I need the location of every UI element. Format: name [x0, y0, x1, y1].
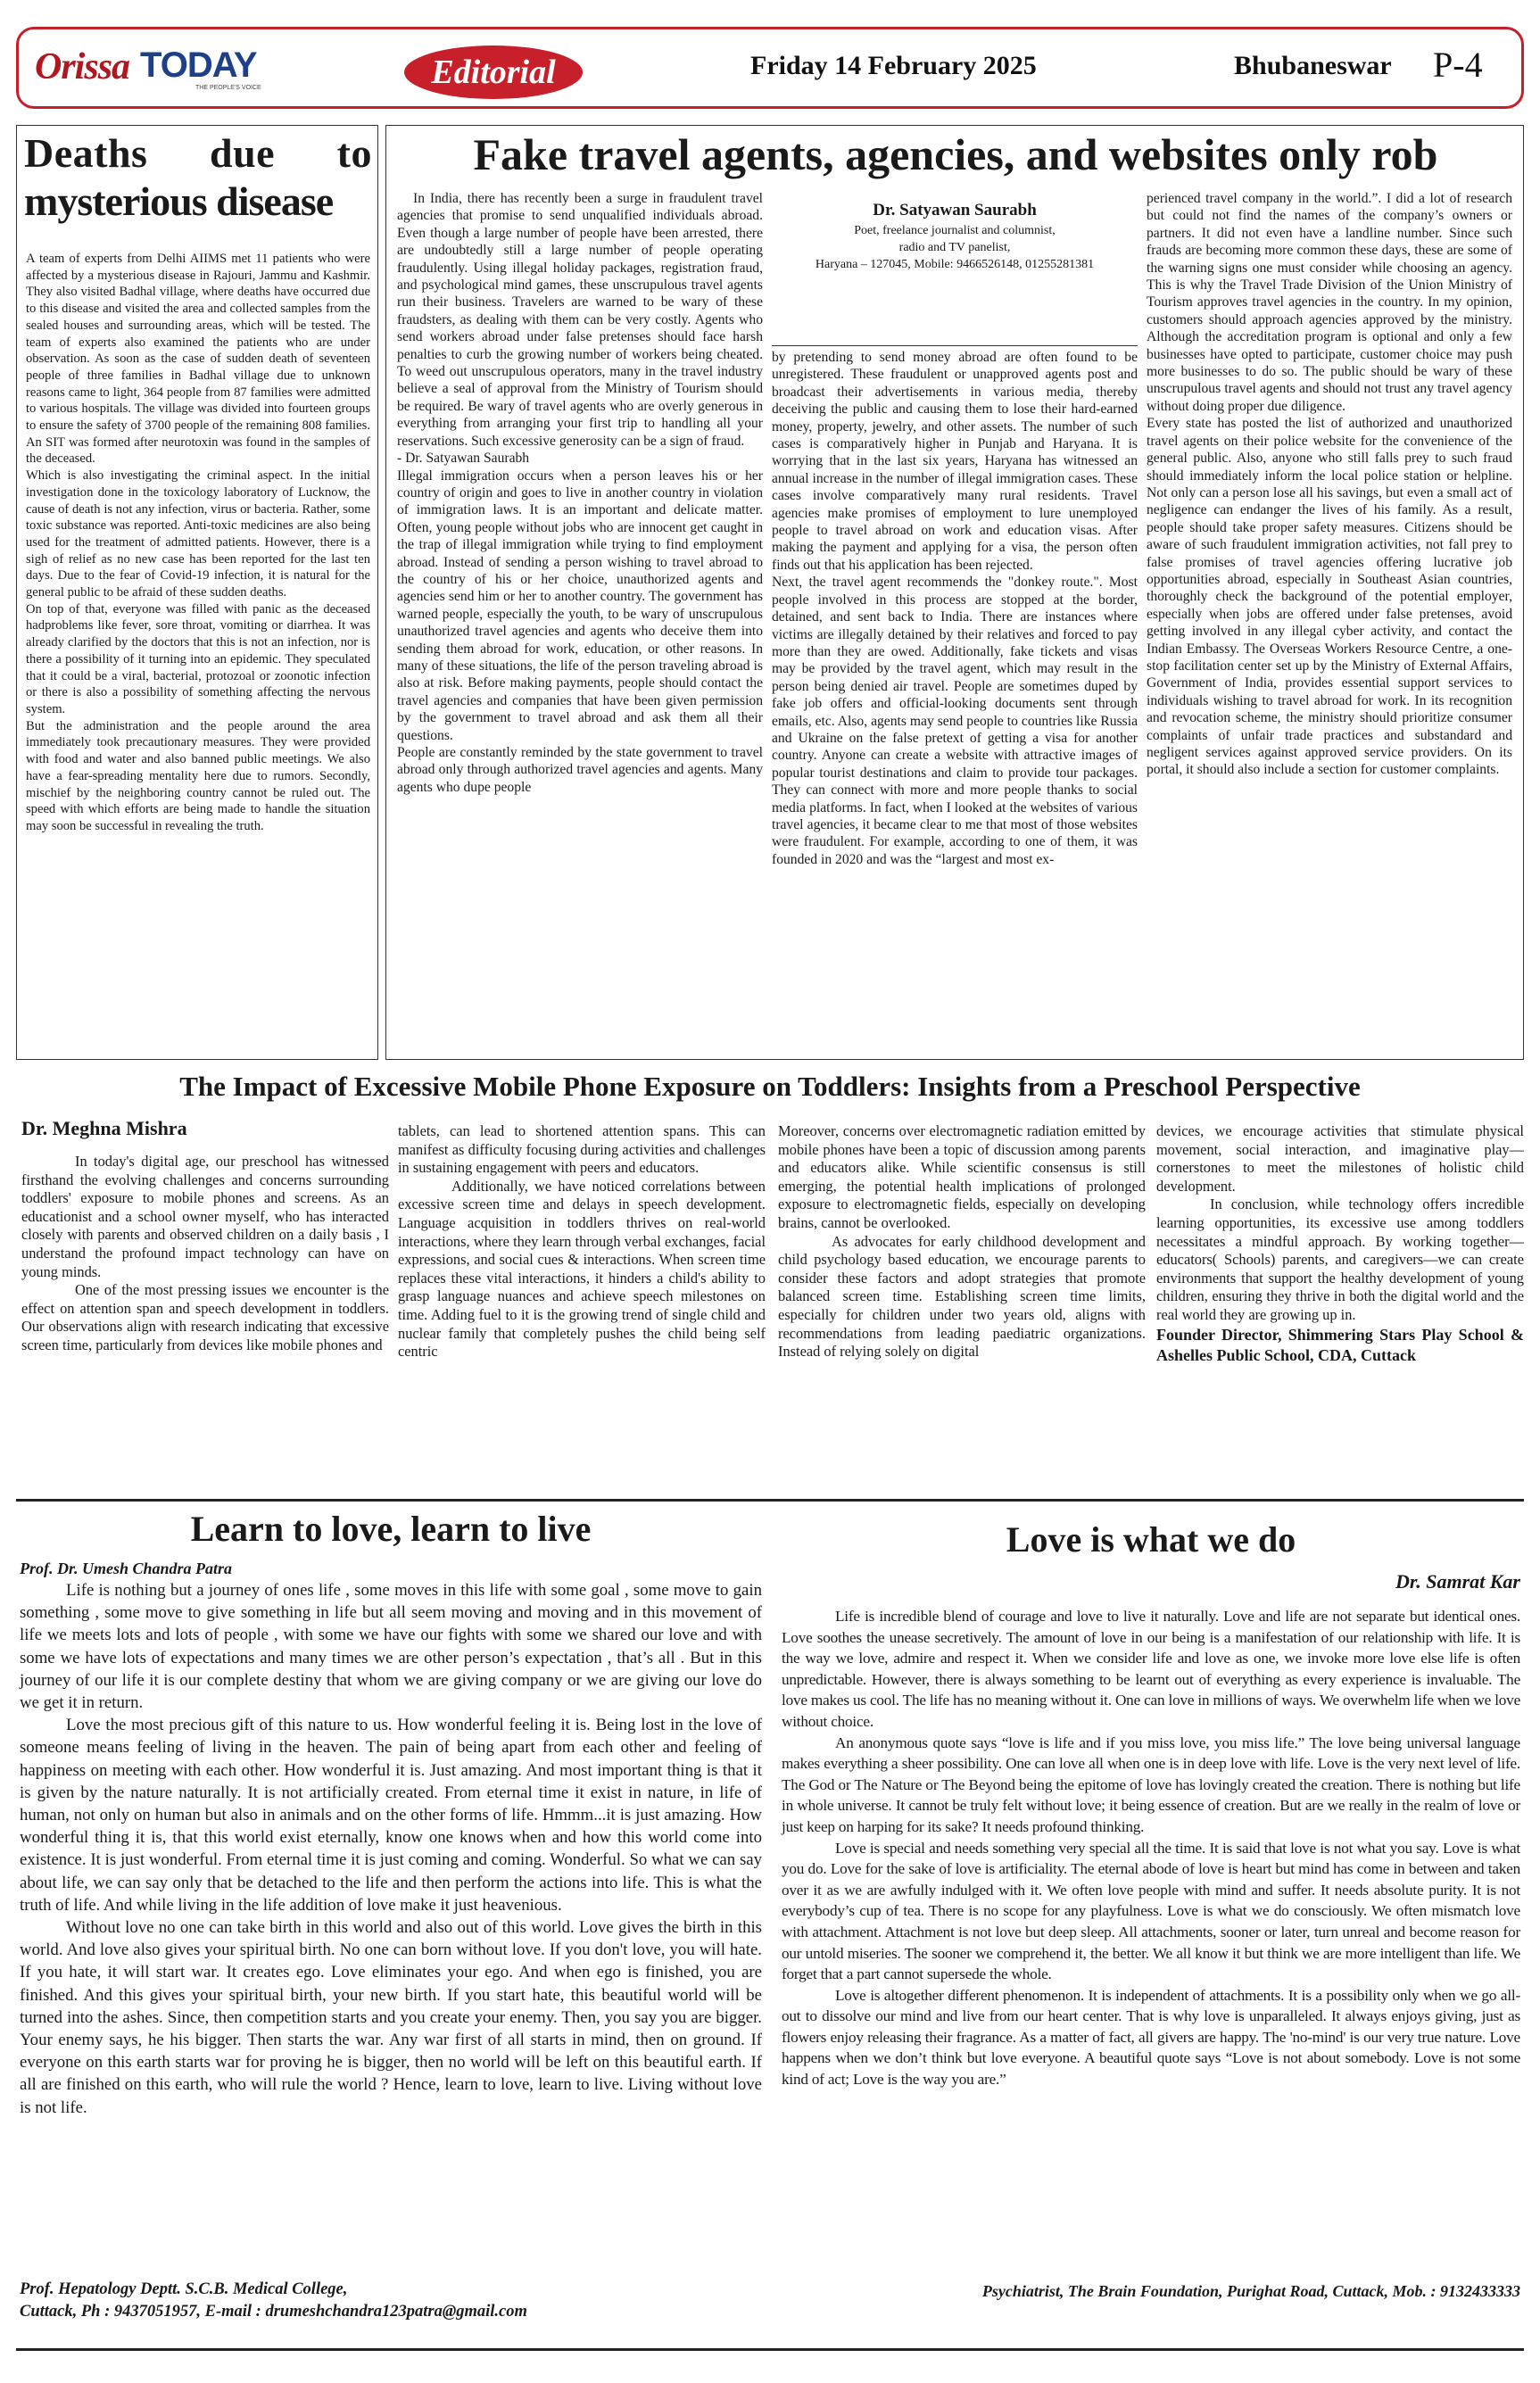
article-title: Learn to love, learn to live [190, 1509, 592, 1549]
paragraph: Next, the travel agent recommends the "donkey route.". Most people involved in this process are stopped at the border, detained, and sent back to India. There are instances where victims are illegally detained by their relatives and forced to pay more than they are owed. Additionally, fake tickets and visas may be provided by the travel agent, which may result in the person being denied air travel. People are sometimes duped by fake job offers and official-looking documents sent through emails, etc. Also, agents may send people to countries like Russia and Ukraine on the false pretext of getting a visa for another country. Anyone can create a website with attractive images of popular tourist destinations and claim to provide tour packages. They can connect with more and more people thanks to social media platforms. In fact, when I looked at the websites of various travel agencies, it became clear to me that most of those websites were fraudulent. For example, according to one of them, it was founded in 2020 and was the “largest and most ex- [772, 575, 1138, 867]
page-number: P-4 [1433, 45, 1483, 85]
paragraph: In India, there has recently been a surge in fraudulent travel agencies that promise to send unqualified individuals abroad. Even though a large number of people have been arrested, there are undoubtedly still a large number of people operating fraudulently. Using illegal holiday packages, registration fraud, and psychological mind games, these unscrupulous travel agents run their business. Travelers are warned to be wary of these fraudsters, as dealing with them can be very costly. Agents who send workers abroad under false pretenses should face harsh penalties to curb the growing number of workers being cheated. To weed out unscrupulous operators, many in the travel industry believe a seal of approval from the Ministry of Tourism should be required. Be wary of travel agents who are overly generous in everything from arranging your first trip to handling all your reservations. Such excessive generosity can be a sign of fraud. [397, 191, 763, 449]
author-affiliation: Prof. Hepatology Deptt. S.C.B. Medical College, [20, 2280, 348, 2298]
article-column-2 [772, 349, 1138, 868]
masthead [16, 27, 1524, 109]
paragraph: Life is nothing but a journey of ones life , some moves in this life with some goal , some move to gain something , some move to give something in life but all seem moving and moving and in this movement of life we meets lots and lots of people , with some we have our fights with some we shared our love and with some we have lots of expectations and many times we are other person’s expectation , that’s all . But in this journey of our life it is our complete destiny that whom we are giving company or we are giving our love do we get it in return. [20, 1581, 762, 1713]
article-body [782, 1606, 1520, 2090]
paragraph: A team of experts from Delhi AIIMS met 11 patients who were affected by a mysterious disease in Rajouri, Jammu and Kashmir. They also visited Badhal village, where deaths have occurred due to this disease and visited the area and collected samples from the sealed houses and surrounding areas, which will be tested. The team of experts also examined the patients who are under observation. As soon as the case of sudden death of seventeen people of three families in Badhal village due to unknown reasons came to light, 364 people from 87 families were admitted to various hospitals. The village was divided into fourteen groups to ensure the safety of 3700 people of the remaining 808 families. An SIT was formed after neurotoxin was found in the samples of the deceased. [26, 252, 370, 467]
paragraph: As advocates for early childhood development and child psychology based education, we encourage parents to consider these factors and adopt strategies that promote balanced screen time. Establishing screen time limits, especially for children under two years old, aligns with recommendations from leading paediatric organizations. Instead of relying solely on digital [778, 1232, 1146, 1361]
article-learn-to-love [16, 1506, 766, 2336]
paragraph: In today's digital age, our preschool has witnessed firsthand the evolving challenges and concerns surrounding toddlers' exposure to mobile phones and screens. As an educationist and a school owner myself, who has interacted closely with parents and observed children on a daily basis , I understand the profound impact technology can have on young minds. [21, 1153, 389, 1280]
paragraph: Love is special and needs something very special all the time. It is said that love is not what you say. Love is what you do. Love for the sake of love is artificiality. The eternal abode of love is heart but mind has come in between and taken over it as we are awfully indulged with it. We often love people with mind and suffer. It needs absolute purity. It is not everybody’s cup of tea. There is no scope for any playfulness. Love is what we do consciously. We often mismatch love with attachment. Attachment is not love but deep sleep. All attachments, sooner or later, turn unreal and become reason for our untold miseries. The sooner we comprehend it, the better. We all know it but think we are more intelligent than life. We forget that a part cannot supersede the whole. [782, 1839, 1520, 1983]
paragraph: Without love no one can take birth in this world and also out of this world. Love gives the birth in this world. And love also gives your spiritual birth. No one can born without love. If you don't love, you will hate. If you hate, it will start war. It creates ego. Love eliminates your ego. And when ego is finished, you are finished. And this gives your spiritual birth, your new birth. If you start hate, this beautiful world will be turned into the ashes. Since, then competition starts and you create your enemy. Then, you say you are bigger. Your enemy says, he his bigger. Then starts the war. Any war first of all starts in mind, then on ground. If everyone on this earth starts war for proving he is bigger, then no world will be left on this beautiful earth. If all are finished on this earth, who will rule the world ? Hence, learn to love, learn to live. Living without love is not life. [20, 1918, 762, 2117]
edition-city: Bhubaneswar [1234, 51, 1392, 80]
author-role: Poet, freelance journalist and columnist, [854, 224, 1056, 237]
author-credentials [20, 2279, 762, 2323]
article-column-3 [1147, 190, 1512, 779]
author-name: Dr. Satyawan Saurabh [873, 201, 1037, 219]
paragraph: Every state has posted the list of authorized and unauthorized travel agents on their police website for the convenience of the general public. Also, anyone who still falls prey to such fraud should immediately inform the local police station or helpline. Not only can a person lose all his savings, but even a small act of negligence can endanger the lives of his family. As a result, people should take proper safety measures. Citizens should be aware of such fraudulent immigration activities, not fall prey to false promises of travel agencies offering lucrative job opportunities abroad, especially in Southeast Asian countries, thoroughly check the background of the potential employer, especially when jobs are offered under false pretenses, avoid getting involved in any illegal cyber activity, and contact the Indian Embassy. The Overseas Workers Resource Centre, a one-stop facilitation center set up by the Ministry of External Affairs, Government of India, provides essential support services to individuals wishing to travel abroad for work. In its recognition and revocation scheme, the ministry should prioritize consumer complaints of unfair trade practices and substandard and negligent services against approved service providers. On its portal, it should also include a section for customer complaints. [1147, 416, 1512, 778]
page-bottom-rule [16, 2348, 1524, 2351]
article-title-line2: mysterious disease [24, 178, 334, 224]
section-badge: Editorial [404, 46, 583, 99]
author-credentials: Psychiatrist, The Brain Foundation, Purighat Road, Cuttack, Mob. : 9132433333 [981, 2282, 1520, 2300]
paragraph: perienced travel company in the world.”. I did a lot of research but could not find the names of the company’s owners or partners. It did not even have a landline number. Since such frauds are becoming more common these days, these are some of the warning signs one must consider while choosing an agency. This is why the Travel Trade Division of the Union Ministry of Tourism approves travel agencies in the country. In my opinion, customers should approach agencies approved by the ministry. Although the accreditation program is optional and only a few businesses have opted to participate, customer choice may push more businesses to do so. The public should be wary of these unscrupulous travel agents and should not trust any travel agency without doing proper due diligence. [1147, 191, 1512, 414]
author-name: Prof. Dr. Umesh Chandra Patra [20, 1560, 233, 1577]
paragraph: Illegal immigration occurs when a person leaves his or her country of origin and goes to live in another country in violation of immigration laws. It is an important and delicate matter. Often, young people without jobs who are innocent get caught in the trap of illegal immigration while trying to find employment abroad. Instead of sending a person wishing to travel abroad to the country of his or her choice, unauthorized agents and agencies send him or her to another country. The government has warned people, especially the youth, to be wary of unscrupulous unauthorized travel agencies and agents who deceive them into sending them abroad for work, education, or other reasons. In many of these situations, the life of the person traveling abroad is also at risk. Before making payments, people should contact the travel agencies and companies that have been given permission by the government to travel abroad and ask them all their questions. [397, 467, 763, 743]
paragraph: But the administration and the people around the area immediately took precautionary measures. They were provided with food and water and also banned public meetings. We also have a fear-spreading mentality here due to rumors. Secondly, mischief by the neighboring country cannot be ruled out. The speed with which efforts are being made to handle the situation may soon be successful in revealing the truth. [26, 718, 370, 833]
article-body [26, 251, 370, 835]
article-column-2 [398, 1122, 766, 1361]
article-column-4 [1156, 1122, 1524, 1366]
article-column-1 [397, 190, 763, 796]
paragraph: devices, we encourage activities that stimulate physical movement, social interaction, and imaginative play—cornerstones to meet the milestones of holistic child development. [1156, 1122, 1524, 1195]
logo-tagline: THE PEOPLE'S VOICE [195, 85, 261, 91]
author-name: Dr. Samrat Kar [1395, 1570, 1520, 1593]
author-contact: Cuttack, Ph : 9437051957, E-mail : drumeshchandra123patra@gmail.com [20, 2303, 527, 2321]
paragraph: Which is also investigating the criminal aspect. In the initial investigation done in the toxicology laboratory of Lucknow, the cause of death is not any infection, virus or bacteria. Rather, some toxic substance was reported. Anti-toxic medicines are also being used for the treatment of admitted patients. However, there is a sigh of relief as no new case has been reported for the last ten days. Due to the fear of Covid-19 infection, it is natural for the general public to be afraid of these sudden deaths. [26, 468, 370, 600]
author-signature: Founder Director, Shimmering Stars Play School & Ashelles Public School, CDA, Cuttack [1156, 1325, 1524, 1364]
paragraph: An anonymous quote says “love is life and if you miss love, you miss life.” The love being universal language makes everything a sheer possibility. One can love all when one is in deep love with life. Love is the very next level of life. The God or The Nature or The Beyond being the epitome of love has lovingly created the creation. There is nothing but life in whole universe. It cannot be truly felt without love; it being essence of creation. But are we really in the realm of love or just keep on harping for its sake? It needs profound thinking. [782, 1733, 1520, 1835]
divider [772, 345, 1138, 346]
article-body [20, 1579, 762, 2119]
author-name: Dr. Meghna Mishra [21, 1117, 187, 1139]
article-column-3 [778, 1122, 1146, 1361]
paragraph: Love is altogether different phenomenon. It is independent of attachments. It is a possibility only when we go all-out to dissolve our mind and live from our heart center. That is why love is unparalleled. It always enjoys giving, just as flowers enjoy releasing their fragrance. As a matter of fact, all givers are happy. The 'no-mind' is our very true nature. Love happens when we don’t think but love everyone. A beautiful quote says “Love is not about somebody. Love is not some kind of act; Love is the way you are.” [782, 1986, 1520, 2089]
paragraph: Life is incredible blend of courage and love to live it naturally. Love and life are not separate but identical ones. Love soothes the unease secretively. The amount of love in our being is a manifestation of our relationship with life. It is the way we love, admire and respect it. When we consider life and love as one, we invoke more love else life is often unpredictable. However, there is always something to be learnt out of everything as every experience is invaluable. The love makes us cool. The life has no meaning without it. One can love in millions of ways. We overwhelm life when we love without choice. [782, 1608, 1520, 1730]
paragraph: Love the most precious gift of this nature to us. How wonderful feeling it is. Being lost in the love of someone means feeling of living in the heaven. The pain of being apart from each other and feeling of happiness on meeting with each other. How wonderful it is. Just amazing. And most important thing is that it is given by the nature naturally. It is not artificially created. From eternal time it exist in nature, in life of human, not only on human but also in animals and on the other forms of life. Hmmm...it is just amazing. How wonderful thing it is, that this world exist eternally, know one knows when and how this world come into existence. It is just wonderful. From eternal time it is just coming and coming. Wonderful. So what we can say about life, we can say only that be detached to the life and then perform the actions into life. This is what the truth of life. And while living in the life addition of love make it just heavenious. [20, 1716, 762, 1915]
issue-date: Friday 14 February 2025 [750, 51, 1037, 80]
paragraph: In conclusion, while technology offers incredible learning opportunities, its excessive use among toddlers necessitates a mindful approach. By working together—educators( Schools) parents, and caregivers—we can create environments that support the healthy development of young children, ensuring they thrive in both the digital world and the real world they are growing up in. [1156, 1196, 1524, 1323]
article-toddlers [16, 1067, 1524, 1494]
paragraph: People are constantly reminded by the state government to travel abroad only through authorized travel agencies and agents. Many agents who dupe people [397, 745, 763, 795]
paragraph: by pretending to send money abroad are often found to be unregistered. These fraudulent or unapproved agents post and broadcast their advertisements in various media, thereby deceiving the public and causing them to lose their hard-earned money, property, jewelry, and other assets. The number of such cases is comparatively higher in Punjab and Haryana. It is worrying that in the last six years, Haryana has witnessed an annual increase in the number of illegal immigration cases. These cases involve comparatively many rural residents. Travel agencies make promises of employment to lure unemployed people to travel abroad on work and education visas. After making the payment and applying for a visa, the person often finds out that his application has been rejected. [772, 350, 1138, 573]
article-deaths [16, 125, 378, 1060]
logo-today: TODAY [140, 46, 257, 85]
paragraph: tablets, can lead to shortened attention spans. This can manifest as difficulty focusing during activities and challenges in sustaining engagement with peers and educators. [398, 1122, 766, 1177]
article-title-line1: Deaths due to [24, 130, 372, 176]
author-byline [772, 199, 1138, 273]
logo-orissa: Orissa [35, 46, 130, 87]
paragraph: Moreover, concerns over electromagnetic radiation emitted by mobile phones have been a topic of discussion among parents and educators alike. While scientific consensus is still emerging, the potential health implications of prolonged exposure to electromagnetic fields, especially on developing brains, cannot be overlooked. [778, 1122, 1146, 1231]
section-divider [16, 1499, 1524, 1502]
paragraph: On top of that, everyone was filled with panic as the deceased hadproblems like fever, sore throat, vomiting or diarrhea. It was already clarified by the doctors that this is not an infection, nor is there a possibility of it turning into an epidemic. They speculated that it could be a viral, bacterial, protozoal or zoonotic infection or there is also a possibility of something affecting the nervous system. [26, 601, 370, 716]
article-title: Fake travel agents, agencies, and websites only rob [473, 129, 1438, 179]
author-contact: Haryana – 127045, Mobile: 9466526148, 01255281381 [815, 258, 1095, 271]
paragraph: Additionally, we have noticed correlations between excessive screen time and delays in speech development. Language acquisition in toddlers thrives on real-world interactions, where they learn through verbal exchanges, facial expressions, and social cues & interactions. When screen time replaces these vital interactions, it hinders a child's ability to grasp language nuances and achieve speech milestones on time. Adding fuel to it is the growing trend of single child and nuclear family that completely pushes the child being self centric [398, 1177, 766, 1361]
paragraph: - Dr. Satyawan Saurabh [397, 451, 530, 467]
article-title: Love is what we do [1006, 1519, 1296, 1560]
article-title: The Impact of Excessive Mobile Phone Exposure on Toddlers: Insights from a Preschool Perspective [179, 1071, 1361, 1102]
article-column-1 [21, 1153, 389, 1355]
article-love-is-what-we-do [778, 1506, 1524, 2336]
paragraph: One of the most pressing issues we encounter is the effect on attention span and speech development in toddlers. Our observations align with research indicating that excessive screen time, particularly from devices like mobile phones and [21, 1281, 389, 1353]
newspaper-logo[interactable] [35, 42, 267, 95]
author-role: radio and TV panelist, [898, 241, 1011, 254]
article-travel [385, 125, 1524, 1060]
